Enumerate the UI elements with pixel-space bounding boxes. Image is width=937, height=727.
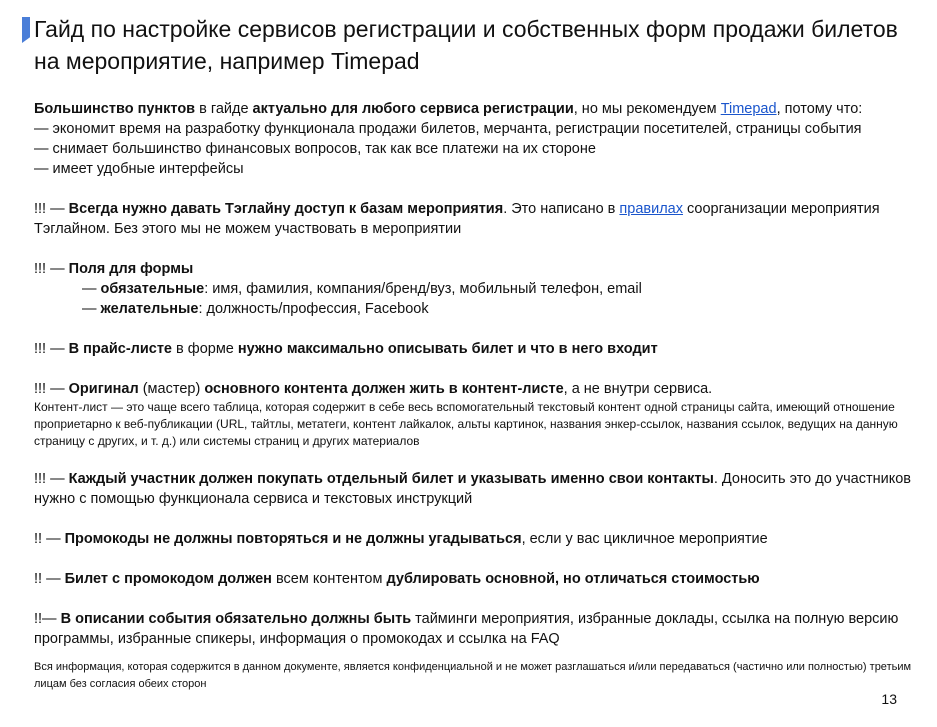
description-prefix: !!— (34, 611, 61, 627)
access-text-2: соорганизации мероприятия Тэглайном. Без этого мы не можем участвовать в мероприятии (34, 201, 880, 237)
intro-text-3: , потому что: (776, 101, 863, 117)
promo-ticket-text: всем контентом (271, 571, 387, 587)
description-text: тайминги мероприятия, избранные доклады, ссылка на полную версию программы, избранные спикеры, информация о промокодах и ссылка на FAQ (34, 611, 899, 647)
access-rule (34, 199, 914, 239)
intro-bold-2: актуально для любого сервиса регистрации (252, 101, 574, 117)
description-rule (34, 609, 914, 649)
promo-ticket-bold-3: , но отличаться стоимостью (555, 571, 760, 587)
participant-rule (34, 469, 914, 509)
intro-item: — экономит время на разработку функционала продажи билетов, мерчанта, регистрации посетителей, страницы события (34, 121, 862, 137)
fields-required-text: : имя, фамилия, компания/бренд/вуз, мобильный телефон, email (204, 281, 642, 297)
fields-required-dash: — (82, 281, 101, 297)
pricelist-prefix: !!! — (34, 341, 69, 357)
promocodes-text: , если у вас цикличное мероприятие (521, 531, 768, 547)
intro-text-1: в гайде (195, 101, 253, 117)
promo-ticket-bold-2: дублировать основной (386, 571, 555, 587)
timepad-link[interactable]: Timepad (720, 101, 777, 117)
original-bold-2: основного контента должен жить в контент-листе (204, 381, 564, 397)
pricelist-text-1: в форме (172, 341, 238, 357)
original-text-1: (мастер) (138, 381, 205, 397)
original-text-2: , а не внутри сервиса. (563, 381, 713, 397)
promocodes-bold: Промокоды не должны повторяться и не должны угадываться (64, 531, 522, 547)
fields-rule (34, 259, 914, 279)
promocodes-rule (34, 529, 914, 549)
participant-prefix: !!! — (34, 471, 69, 487)
fields-optional-text: : должность/профессия, Facebook (198, 301, 429, 317)
intro-bold-1: Большинство пунктов (34, 101, 196, 117)
intro-item: — снимает большинство финансовых вопросов, так как все платежи на их стороне (34, 141, 596, 157)
promocodes-prefix: !! — (34, 531, 65, 547)
original-prefix: !!! — (34, 381, 69, 397)
pricelist-bold-1: В прайс-листе (68, 341, 172, 357)
participant-bold: Каждый участник должен покупать отдельный билет и указывать именно свои контакты (68, 471, 714, 487)
page-title: Гайд по настройке сервисов регистрации и собственных форм продажи билетов на мероприятие, например Timepad (34, 16, 898, 74)
access-prefix: !!! — (34, 201, 69, 217)
fields-optional-label: желательные (100, 301, 199, 317)
fields-optional (34, 299, 914, 319)
promo-ticket-rule (34, 569, 914, 589)
fields-required (34, 279, 914, 299)
original-rule (34, 379, 914, 399)
intro-text-2: , но мы рекомендуем (573, 101, 721, 117)
participant-text: . Доносить это до участников нужно с помощью функционала сервиса и текстовых инструкций (34, 471, 911, 507)
content-list-note: Контент-лист — это чаще всего таблица, которая содержит в себе весь вспомогательный текстовый контент одной страницы сайта, имеющий отношение проприетарно к веб-публикации (URL, тайтлы, метатеги, контент лайкалок, альты картинок, названия энкер-ссылок, названия ссылок, ведущих на данную страницу с других, и т. д.) или системы страниц и других материалов (34, 400, 898, 448)
document-body (34, 99, 914, 649)
fields-optional-dash: — (82, 301, 101, 317)
fields-required-label: обязательные (100, 281, 205, 297)
access-text-1: . Это написано в (503, 201, 620, 217)
pricelist-rule (34, 339, 914, 359)
rules-link[interactable]: правилах (619, 201, 683, 217)
fields-prefix: !!! — (34, 261, 69, 277)
page-number: 13 (881, 691, 897, 707)
promo-ticket-bold-1: Билет с промокодом должен (64, 571, 272, 587)
title-accent-bar (22, 17, 30, 43)
description-bold: В описании события обязательно должны быть (60, 611, 412, 627)
confidentiality-note: Вся информация, которая содержится в данном документе, является конфиденциальной и не может разглашаться и/или передаваться (частично или полностью) третьим лицам без согласия обеих сторон (34, 661, 912, 690)
fields-bold: Поля для формы (68, 261, 194, 277)
access-bold: Всегда нужно давать Тэглайну доступ к базам мероприятия (68, 201, 504, 217)
pricelist-bold-2: нужно максимально описывать билет и что в него входит (237, 341, 658, 357)
intro-paragraph (34, 99, 914, 119)
intro-item: — имеет удобные интерфейсы (34, 161, 244, 177)
original-bold-1: Оригинал (68, 381, 139, 397)
promo-ticket-prefix: !! — (34, 571, 65, 587)
